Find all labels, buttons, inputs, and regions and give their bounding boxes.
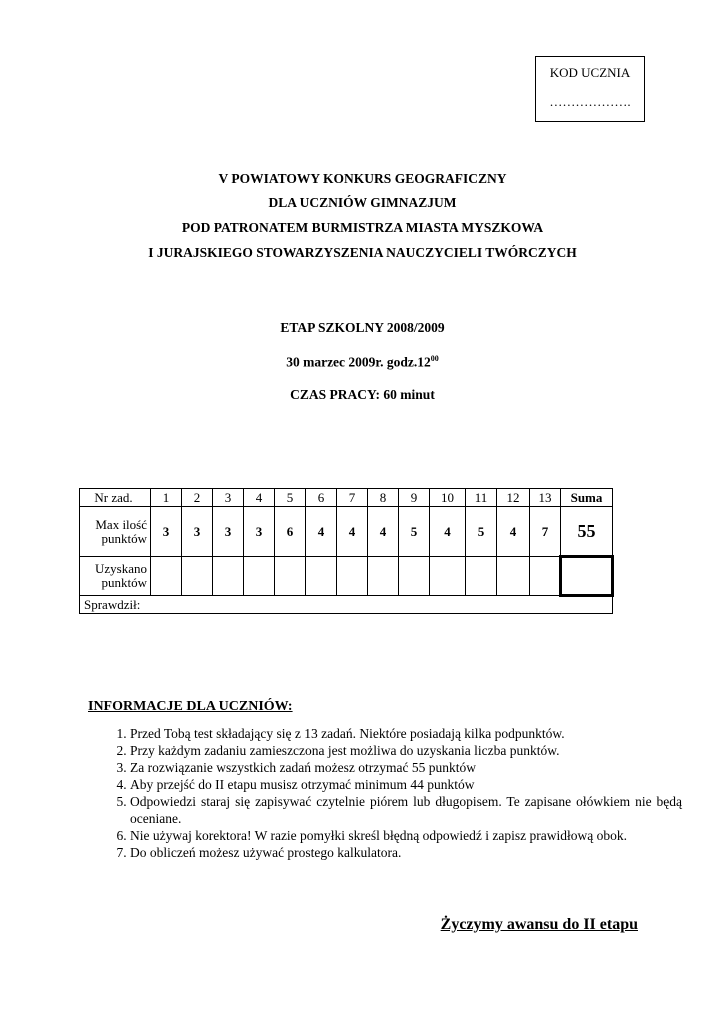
rule-item: 4. Aby przejść do II etapu musisz otrzymać minimum 44 punktów [130, 776, 682, 793]
obtained-points-cell[interactable] [530, 557, 561, 596]
task-number-label: Nr zad. [80, 489, 151, 507]
task-number: 3 [213, 489, 244, 507]
max-points-cell: 7 [530, 507, 561, 557]
rule-item: 3. Za rozwiązanie wszystkich zadań możesz otrzymać 55 punktów [130, 759, 682, 776]
task-number: 4 [244, 489, 275, 507]
max-points-cell: 4 [368, 507, 399, 557]
rule-item: 2. Przy każdym zadaniu zamieszczona jest możliwa do uzyskania liczba punktów. [130, 742, 682, 759]
obtained-points-cell[interactable] [466, 557, 497, 596]
max-points-cell: 3 [244, 507, 275, 557]
max-points-cell: 4 [430, 507, 466, 557]
obtained-points-cell[interactable] [337, 557, 368, 596]
checked-by-label: Sprawdził: [80, 596, 613, 614]
checked-by-row [80, 596, 613, 614]
max-points-cell: 4 [337, 507, 368, 557]
student-code-label: KOD UCZNIA [549, 65, 631, 80]
task-number: 6 [306, 489, 337, 507]
task-number-row [80, 489, 613, 507]
task-number: 12 [497, 489, 530, 507]
obtained-points-sum[interactable] [561, 557, 613, 596]
task-number: 1 [151, 489, 182, 507]
obtained-points-label: Uzyskano punktów [80, 557, 151, 596]
student-code-box [535, 56, 645, 122]
max-points-sum: 55 [561, 507, 613, 557]
rule-item: 1. Przed Tobą test składający się z 13 zadań. Niektóre posiadają kilka podpunktów. [130, 725, 682, 742]
max-points-cell: 5 [466, 507, 497, 557]
max-points-row [80, 507, 613, 557]
sum-label: Suma [561, 489, 613, 507]
max-points-cell: 3 [213, 507, 244, 557]
max-points-label: Max ilość punktów [80, 507, 151, 557]
header-line-1: V POWIATOWY KONKURS GEOGRAFICZNY [218, 171, 507, 186]
rule-item: 7. Do obliczeń możesz używać prostego kalkulatora. [130, 844, 682, 861]
obtained-points-cell[interactable] [182, 557, 213, 596]
task-number: 2 [182, 489, 213, 507]
header-line-4: I JURAJSKIEGO STOWARZYSZENIA NAUCZYCIELI TWÓRCZYCH [148, 245, 577, 260]
student-code-field: ………………. [549, 94, 631, 109]
max-points-cell: 4 [497, 507, 530, 557]
task-number: 9 [399, 489, 430, 507]
header-line-3: POD PATRONATEM BURMISTRZA MIASTA MYSZKOWA [181, 220, 544, 235]
obtained-points-row [80, 557, 613, 596]
task-number: 13 [530, 489, 561, 507]
obtained-points-cell[interactable] [399, 557, 430, 596]
obtained-points-cell[interactable] [244, 557, 275, 596]
exam-duration: CZAS PRACY: 60 minut [290, 387, 435, 402]
task-number: 8 [368, 489, 399, 507]
obtained-points-cell[interactable] [368, 557, 399, 596]
obtained-points-cell[interactable] [151, 557, 182, 596]
task-number: 7 [337, 489, 368, 507]
obtained-points-cell[interactable] [275, 557, 306, 596]
exam-date: 30 marzec 2009r. $godz.12^{00}$ [286, 354, 439, 370]
task-number: 11 [466, 489, 497, 507]
info-title: INFORMACJE DLA UCZNIÓW: [88, 699, 293, 714]
obtained-points-cell[interactable] [213, 557, 244, 596]
rule-item: 5. Odpowiedzi staraj się zapisywać czytelnie piórem lub długopisem. Te zapisane ołówkiem nie będą oceniane. [130, 793, 682, 827]
closing-wish: Życzymy awansu do II etapu [440, 916, 638, 933]
max-points-cell: 3 [182, 507, 213, 557]
rules-list [88, 725, 682, 861]
max-points-cell: 6 [275, 507, 306, 557]
task-number: 5 [275, 489, 306, 507]
rule-item: 6. Nie używaj korektora! W razie pomyłki skreśl błędną odpowiedź i zapisz prawidłową obok. [130, 827, 682, 844]
score-table [79, 488, 614, 614]
max-points-cell: 5 [399, 507, 430, 557]
obtained-points-cell[interactable] [430, 557, 466, 596]
max-points-cell: 3 [151, 507, 182, 557]
task-number: 10 [430, 489, 466, 507]
max-points-cell: 4 [306, 507, 337, 557]
exam-stage: ETAP SZKOLNY 2008/2009 [280, 320, 445, 335]
obtained-points-cell[interactable] [497, 557, 530, 596]
obtained-points-cell[interactable] [306, 557, 337, 596]
header-line-2: DLA UCZNIÓW GIMNAZJUM [268, 195, 457, 210]
